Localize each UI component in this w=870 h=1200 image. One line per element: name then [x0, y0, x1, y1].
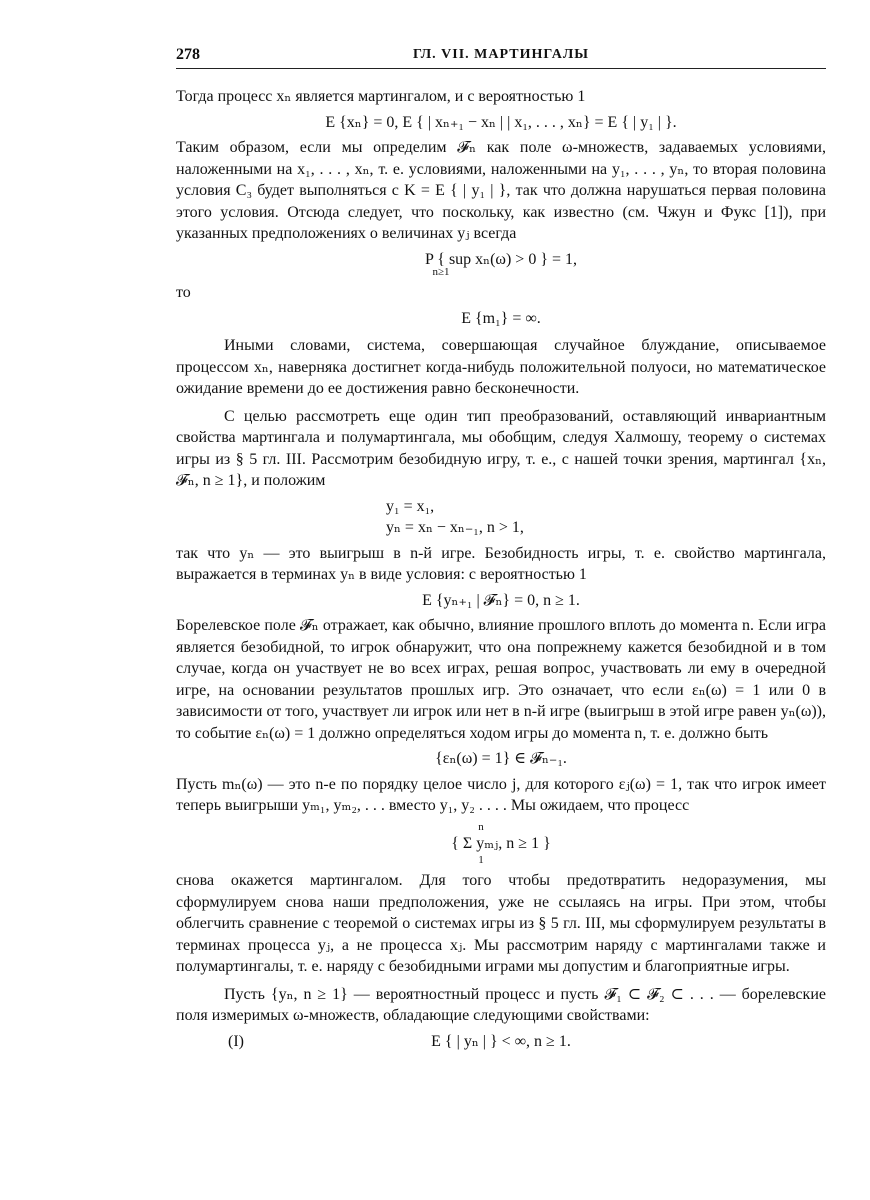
formula-expectation-m1: E {m₁} = ∞. — [461, 309, 541, 327]
formula-sup-probability: P { sup xₙ(ω) > 0 } = 1, — [424, 250, 578, 268]
condition-formula: E { | yₙ | } < ∞, n ≥ 1. — [431, 1032, 571, 1050]
formula-sup-subscript: n≥1 — [432, 266, 450, 278]
paragraph-6: Борелевское поле 𝓕ₙ отражает, как обычно, влияние прошлого вплоть до момента n. Если игра является безобидной, то игрок обнаружит, что она попрежнему кажется безобидной и в том случае, когда он участвует не во всех играх, решая вопрос, участвовать ли ему в очередной игре, на основании результатов прошлых игр. Это означает, что если εₙ(ω) = 1 или 0 в зависимости от того, участвует ли игрок или нет в n-й игре (выигрыш в этой игре равен yₙ(ω)), то событие εₙ(ω) = 1 должно определяться ходом игры до момента n, т. е. должно быть — [176, 617, 826, 742]
paragraph-3: Иными словами, система, совершающая случайное блуждание, описываемое процессом xₙ, наверняка достигнет когда-нибудь положительной полуоси, но математическое ожидание времени до ее достижения равно бесконечности. — [176, 337, 826, 397]
formula-sum-upper-limit: n — [478, 820, 484, 833]
formula-yn: yₙ = xₙ − xₙ₋₁, n > 1, — [386, 519, 524, 536]
paragraph-5: так что yₙ — это выигрыш в n-й игре. Безобидность игры, т. е. свойство мартингала, выражается в терминах yₙ в виде условия: с вероятностью 1 — [176, 544, 826, 583]
paragraph-to: то — [176, 284, 191, 301]
page-body — [176, 86, 826, 1056]
formula-conditional-expectation: E {yₙ₊₁ | 𝓕ₙ} = 0, n ≥ 1. — [422, 591, 580, 609]
paragraph-7: Пусть mₙ(ω) — это n-е по порядку целое число j, для которого εⱼ(ω) = 1, так что игрок имеет теперь выигрыши yₘ₁, yₘ₂, . . . вместо y₁, y₂ . . . . Мы ожидаем, что процесс — [176, 775, 826, 814]
running-header — [176, 44, 826, 66]
formula-partial-sums: { Σ yₘⱼ, n ≥ 1 } — [451, 834, 551, 852]
formula-martingale-expectation: E {xₙ} = 0, E { | xₙ₊₁ − xₙ | | x₁, . . . , xₙ} = E { | y₁ | }. — [325, 113, 677, 131]
paragraph-9: Пусть {yₙ, n ≥ 1} — вероятностный процесс и пусть 𝓕₁ ⊂ 𝓕₂ ⊂ . . . — борелевские поля измеримых ω-множеств, обладающие следующими свойствами: — [176, 985, 826, 1024]
chapter-title: ГЛ. VII. МАРТИНГАЛЫ — [412, 47, 590, 62]
formula-y1: y₁ = x₁, — [386, 497, 435, 515]
condition-label: (I) — [228, 1032, 244, 1050]
paragraph-1: Тогда процесс xₙ является мартингалом, и с вероятностью 1 — [176, 88, 586, 105]
paragraph-2: Таким образом, если мы определим 𝓕ₙ как поле ω-множеств, задаваемых условиями, наложенными на x₁, . . . , xₙ, т. е. условиями, наложенными на y₁, . . . , yₙ, то вторая половина условия C₃ будет выполняться с K = E { | y₁ | }, так что должна нарушаться первая половина этого условия. Отсюда следует, что поскольку, как известно (см. Чжун и Фукс [1]), при указанных предположениях о величинах yⱼ всегда — [176, 139, 826, 242]
formula-sum-lower-limit: 1 — [478, 854, 484, 866]
paragraph-8: снова окажется мартингалом. Для того чтобы предотвратить недоразумения, мы сформулируем снова наши предположения, уже не ссылаясь на игры. При этом, чтобы облегчить сравнение с теоремой о системах игры из § 5 гл. III, мы сформулируем результаты в терминах процесса yⱼ, а не процесса xⱼ. Мы рассмотрим наряду с мартингалами также и полумартингалы, т. е. наряду с безобидными играми мы допустим и благоприятные игры. — [176, 872, 826, 975]
header-rule — [176, 68, 826, 69]
paragraph-4: С целью рассмотреть еще один тип преобразований, оставляющий инвариантным свойства мартингала и полумартингала, мы обобщим, следуя Халмошу, теорему о системах игры из § 5 гл. III. Рассмотрим безобидную игру, т. е., с нашей точки зрения, мартингал {xₙ, 𝓕ₙ, n ≥ 1}, и положим — [176, 407, 826, 489]
page-number: 278 — [176, 46, 200, 63]
condition-I — [176, 1031, 826, 1053]
formula-event-measurable: {εₙ(ω) = 1} ∈ 𝓕ₙ₋₁. — [435, 750, 567, 767]
